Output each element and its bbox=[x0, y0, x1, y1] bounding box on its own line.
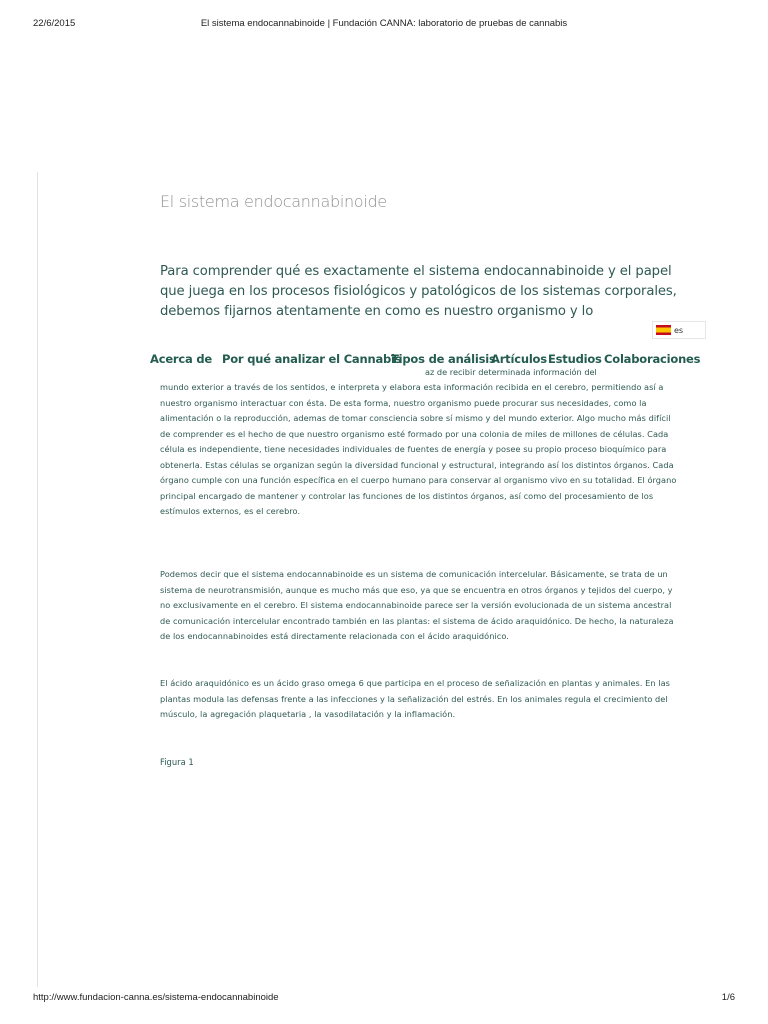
nav-acerca-de[interactable]: Acerca de bbox=[150, 352, 213, 366]
clipped-text-line: az de recibir determinada información del bbox=[425, 367, 597, 377]
language-selector[interactable] bbox=[652, 321, 706, 339]
nav-estudios[interactable]: Estudios bbox=[548, 352, 602, 366]
figure-caption: Figura 1 bbox=[160, 757, 194, 767]
print-date: 22/6/2015 bbox=[33, 18, 76, 29]
intro-paragraph: Para comprender qué es exactamente el sistema endocannabinoide y el papel que juega en los procesos fisiológicos y patológicos de los sistemas corporales, debemos fijarnos atentamente en como es nuestro organismo y lo bbox=[160, 264, 677, 319]
page-title: El sistema endocannabinoide bbox=[160, 192, 387, 211]
nav-tipos-de-analisis[interactable]: Tipos de análisis bbox=[391, 352, 496, 366]
page-number: 1/6 bbox=[721, 992, 735, 1003]
nav-articulos[interactable]: Artículos bbox=[491, 352, 547, 366]
body-paragraph: El ácido araquidónico es un ácido graso omega 6 que participa en el proceso de señalización en plantas y animales. En las plantas modula las defensas frente a las infecciones y la señalización del estrés. En los animales regula el crecimiento del músculo, la agregación plaquetaria , la vasodilatación y la inflamación. bbox=[160, 678, 670, 719]
print-url: http://www.fundacion-canna.es/sistema-endocannabinoide bbox=[33, 992, 279, 1003]
spain-flag-icon bbox=[656, 325, 671, 335]
nav-por-que-analizar[interactable]: Por qué analizar el Cannabis bbox=[222, 352, 402, 366]
print-page-title: El sistema endocannabinoide | Fundación CANNA: laboratorio de pruebas de cannabis bbox=[200, 18, 568, 29]
language-code: es bbox=[674, 325, 684, 335]
left-border-line bbox=[37, 172, 38, 987]
body-paragraph: Podemos decir que el sistema endocannabinoide es un sistema de comunicación intercelular. Básicamente, se trata de un sistema de neurotransmisión, aunque es mucho más que eso, ya que se encuentra en otros órganos y tejidos del cuerpo, y no exclusivamente en el cerebro. El sistema endocannabinoide parece ser la versión evolucionada de un sistema ancestral de comunicación intercelular encontrado también en las plantas: el sistema de ácido araquidónico. De hecho, la naturaleza de los endocannabinoides está directamente relacionada con el ácido araquidónico. bbox=[160, 569, 674, 641]
main-nav bbox=[150, 352, 710, 368]
nav-colaboraciones[interactable]: Colaboraciones bbox=[604, 352, 701, 366]
body-paragraph: mundo exterior a través de los sentidos, e interpreta y elabora esta información recibida en el cerebro, permitiendo así a nuestro organismo interactuar con ésta. De esta forma, nuestro organismo puede procurar sus necesidades, como la alimentación o la reproducción, ademas de tomar consciencia sobre sí mismo y del mundo exterior. Algo mucho más difícil de comprender es el hecho de que nuestro organismo esté formado por una colonia de miles de millones de células. Cada célula es independiente, tiene necesidades individuales de fuentes de energía y posee su propio proceso bioquímico para obtenerla. Estas células se organizan según la diversidad funcional y estructural, integrando así los distintos órganos. Cada órgano cumple con una función específica en el cuerpo humano para conservar al organismo vivo en su totalidad. El órgano principal encargado de mantener y controlar las funciones de los distintos órganos, así como del procesamiento de los estímulos externos, es el cerebro. bbox=[160, 382, 677, 516]
